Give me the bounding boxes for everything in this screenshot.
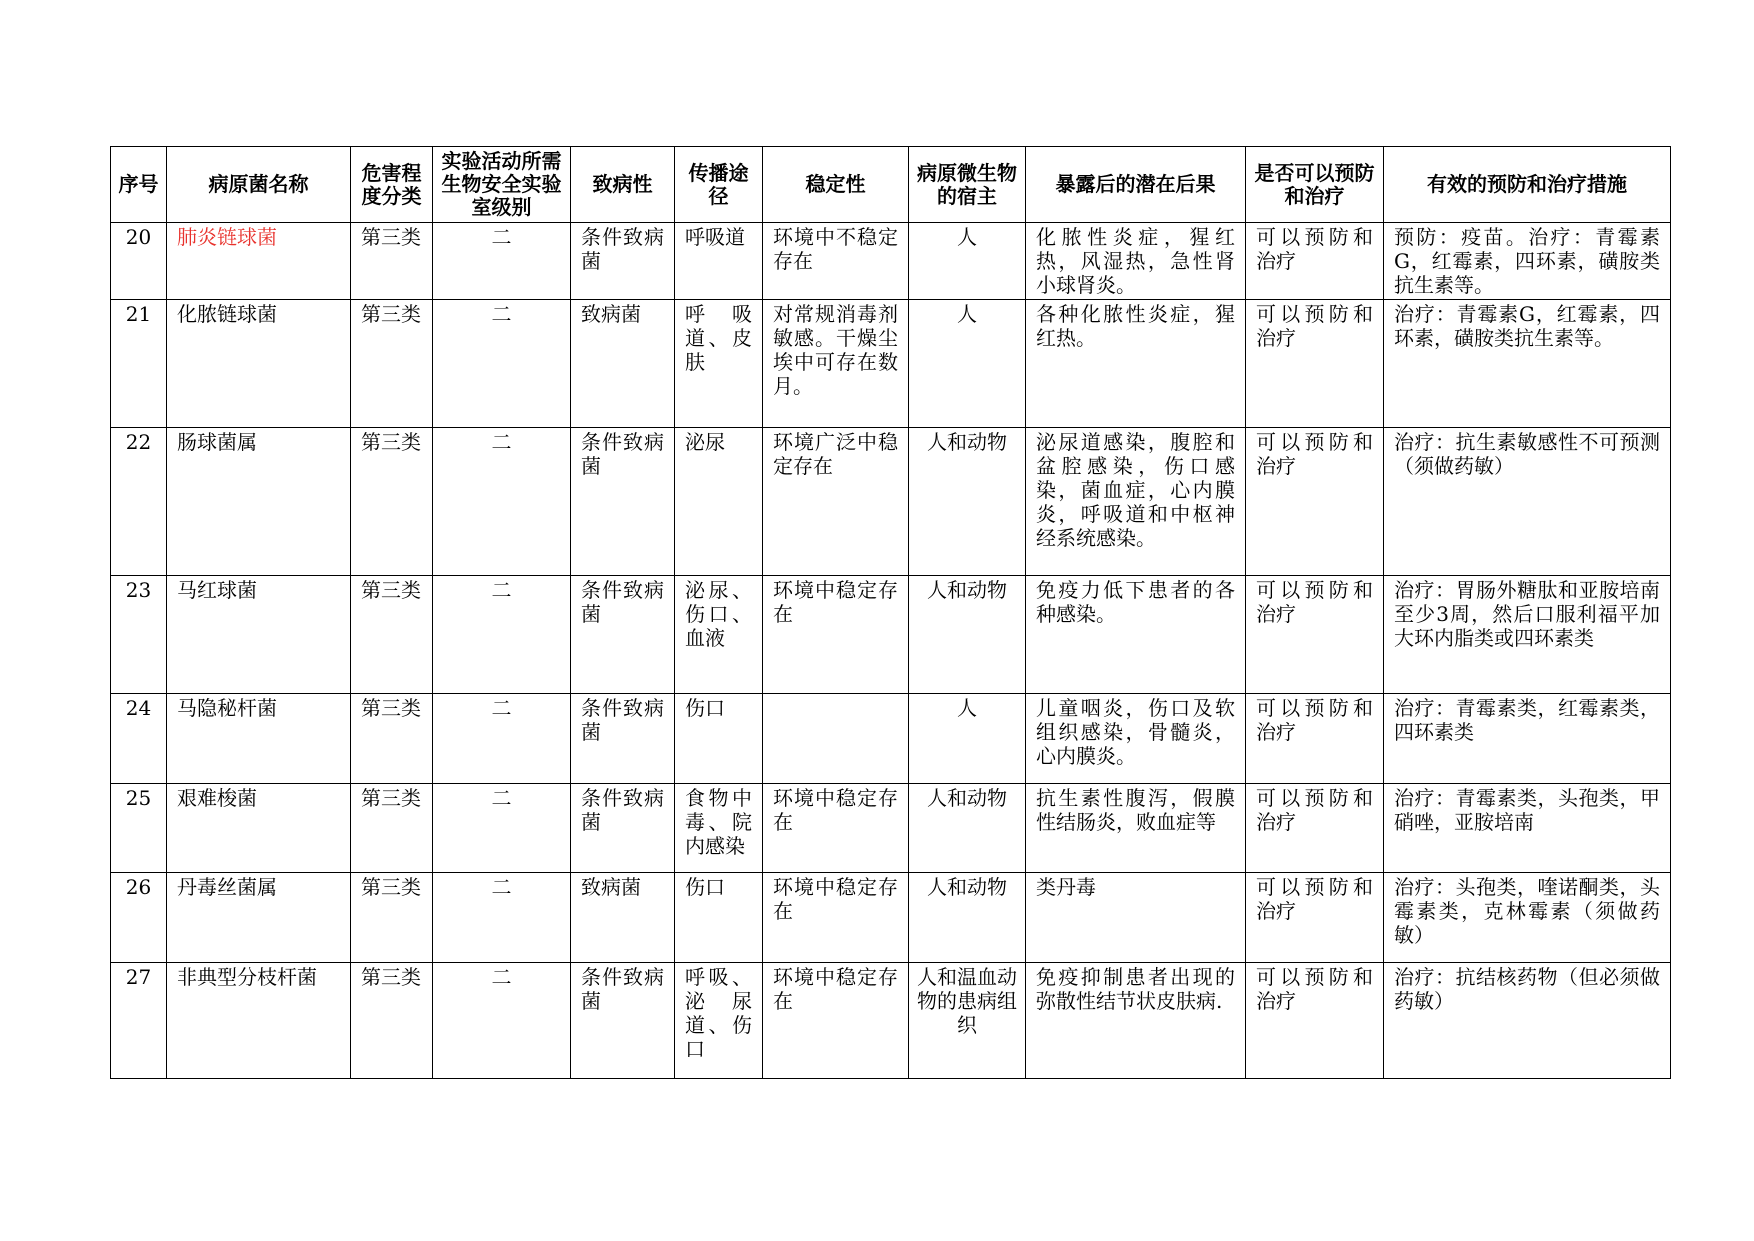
cell-hazard-class: 第三类: [351, 300, 433, 428]
cell-stability: 环境中稳定存在: [763, 784, 909, 873]
cell-measures: 治疗：头孢类，喹诺酮类，头霉素类，克林霉素（须做药敏）: [1384, 873, 1671, 963]
cell-consequence: 类丹毒: [1026, 873, 1246, 963]
cell-preventable: 可以预防和治疗: [1246, 694, 1384, 784]
cell-stability: 环境中稳定存在: [763, 963, 909, 1079]
cell-measures: 治疗：抗生素敏感性不可预测（须做药敏）: [1384, 428, 1671, 576]
cell-pathogen-name: 非典型分枝杆菌: [167, 963, 351, 1079]
cell-pathogen-name: 肠球菌属: [167, 428, 351, 576]
cell-consequence: 免疫力低下患者的各种感染。: [1026, 576, 1246, 694]
cell-consequence: 抗生素性腹泻，假膜性结肠炎，败血症等: [1026, 784, 1246, 873]
cell-consequence: 儿童咽炎，伤口及软组织感染，骨髓炎，心内膜炎。: [1026, 694, 1246, 784]
cell-host: 人和动物: [909, 873, 1026, 963]
cell-lab-level: 二: [433, 784, 571, 873]
cell-lab-level: 二: [433, 873, 571, 963]
cell-pathogenicity: 条件致病菌: [571, 576, 675, 694]
table-body: [111, 223, 1671, 1079]
cell-host: 人和动物: [909, 784, 1026, 873]
cell-consequence: 泌尿道感染，腹腔和盆腔感染，伤口感染，菌血症，心内膜炎，呼吸道和中枢神经系统感染。: [1026, 428, 1246, 576]
cell-route: 伤口: [675, 873, 763, 963]
cell-host: 人和动物: [909, 576, 1026, 694]
cell-route: 泌尿、伤口、血液: [675, 576, 763, 694]
cell-hazard-class: 第三类: [351, 694, 433, 784]
table-row: [111, 694, 1671, 784]
cell-no: 23: [111, 576, 167, 694]
col-header-no: 序号: [111, 147, 167, 223]
cell-no: 24: [111, 694, 167, 784]
col-header-pathogenicity: 致病性: [571, 147, 675, 223]
col-header-host: 病原微生物的宿主: [909, 147, 1026, 223]
cell-stability: 环境中不稳定存在: [763, 223, 909, 300]
cell-lab-level: 二: [433, 576, 571, 694]
cell-route: 食物中毒、院内感染: [675, 784, 763, 873]
cell-host: 人: [909, 694, 1026, 784]
cell-preventable: 可以预防和治疗: [1246, 223, 1384, 300]
cell-lab-level: 二: [433, 300, 571, 428]
cell-no: 22: [111, 428, 167, 576]
cell-hazard-class: 第三类: [351, 873, 433, 963]
cell-consequence: 各种化脓性炎症，猩红热。: [1026, 300, 1246, 428]
cell-host: 人: [909, 223, 1026, 300]
cell-stability: 环境中稳定存在: [763, 576, 909, 694]
cell-no: 21: [111, 300, 167, 428]
cell-measures: 治疗：青霉素类，红霉素类，四环素类: [1384, 694, 1671, 784]
cell-no: 27: [111, 963, 167, 1079]
cell-lab-level: 二: [433, 694, 571, 784]
cell-pathogenicity: 条件致病菌: [571, 963, 675, 1079]
cell-no: 25: [111, 784, 167, 873]
header-row: [111, 147, 1671, 223]
col-header-lab-level: 实验活动所需生物安全实验室级别: [433, 147, 571, 223]
cell-lab-level: 二: [433, 223, 571, 300]
cell-pathogenicity: 致病菌: [571, 873, 675, 963]
cell-measures: 治疗：青霉素类，头孢类，甲硝唑，亚胺培南: [1384, 784, 1671, 873]
cell-route: 呼吸、泌尿道、伤口: [675, 963, 763, 1079]
cell-consequence: 免疫抑制患者出现的弥散性结节状皮肤病.: [1026, 963, 1246, 1079]
cell-route: 呼吸道、皮肤: [675, 300, 763, 428]
table-row: [111, 873, 1671, 963]
col-header-measures: 有效的预防和治疗措施: [1384, 147, 1671, 223]
cell-no: 20: [111, 223, 167, 300]
cell-measures: 治疗：抗结核药物（但必须做药敏）: [1384, 963, 1671, 1079]
table-row: [111, 963, 1671, 1079]
cell-pathogen-name: 马隐秘杆菌: [167, 694, 351, 784]
cell-pathogen-name: 马红球菌: [167, 576, 351, 694]
cell-pathogenicity: 条件致病菌: [571, 694, 675, 784]
cell-preventable: 可以预防和治疗: [1246, 784, 1384, 873]
cell-pathogen-name: 肺炎链球菌: [167, 223, 351, 300]
table-row: [111, 576, 1671, 694]
cell-preventable: 可以预防和治疗: [1246, 300, 1384, 428]
cell-host: 人和动物: [909, 428, 1026, 576]
cell-stability: 环境中稳定存在: [763, 873, 909, 963]
cell-lab-level: 二: [433, 963, 571, 1079]
cell-hazard-class: 第三类: [351, 784, 433, 873]
col-header-route: 传播途径: [675, 147, 763, 223]
cell-hazard-class: 第三类: [351, 223, 433, 300]
cell-preventable: 可以预防和治疗: [1246, 576, 1384, 694]
cell-preventable: 可以预防和治疗: [1246, 428, 1384, 576]
cell-host: 人: [909, 300, 1026, 428]
cell-consequence: 化脓性炎症，猩红热，风湿热，急性肾小球肾炎。: [1026, 223, 1246, 300]
cell-lab-level: 二: [433, 428, 571, 576]
cell-no: 26: [111, 873, 167, 963]
cell-hazard-class: 第三类: [351, 428, 433, 576]
col-header-stability: 稳定性: [763, 147, 909, 223]
col-header-name: 病原菌名称: [167, 147, 351, 223]
table-row: [111, 428, 1671, 576]
cell-measures: 治疗：胃肠外糖肽和亚胺培南至少3周，然后口服利福平加大环内脂类或四环素类: [1384, 576, 1671, 694]
table-row: [111, 223, 1671, 300]
cell-preventable: 可以预防和治疗: [1246, 873, 1384, 963]
cell-stability: 对常规消毒剂敏感。干燥尘埃中可存在数月。: [763, 300, 909, 428]
cell-stability: 环境广泛中稳定存在: [763, 428, 909, 576]
cell-pathogen-name: 化脓链球菌: [167, 300, 351, 428]
cell-pathogen-name: 艰难梭菌: [167, 784, 351, 873]
col-header-preventable: 是否可以预防和治疗: [1246, 147, 1384, 223]
cell-preventable: 可以预防和治疗: [1246, 963, 1384, 1079]
cell-route: 伤口: [675, 694, 763, 784]
pathogen-table: [110, 146, 1671, 1079]
col-header-hazard: 危害程度分类: [351, 147, 433, 223]
cell-pathogenicity: 条件致病菌: [571, 784, 675, 873]
cell-pathogenicity: 致病菌: [571, 300, 675, 428]
cell-hazard-class: 第三类: [351, 576, 433, 694]
table-row: [111, 784, 1671, 873]
cell-measures: 预防：疫苗。治疗：青霉素G，红霉素，四环素，磺胺类抗生素等。: [1384, 223, 1671, 300]
table-row: [111, 300, 1671, 428]
col-header-consequence: 暴露后的潜在后果: [1026, 147, 1246, 223]
cell-host: 人和温血动物的患病组织: [909, 963, 1026, 1079]
cell-measures: 治疗：青霉素G，红霉素，四环素，磺胺类抗生素等。: [1384, 300, 1671, 428]
cell-stability: [763, 694, 909, 784]
cell-route: 泌尿: [675, 428, 763, 576]
cell-pathogen-name: 丹毒丝菌属: [167, 873, 351, 963]
cell-hazard-class: 第三类: [351, 963, 433, 1079]
cell-route: 呼吸道: [675, 223, 763, 300]
cell-pathogenicity: 条件致病菌: [571, 223, 675, 300]
cell-pathogenicity: 条件致病菌: [571, 428, 675, 576]
